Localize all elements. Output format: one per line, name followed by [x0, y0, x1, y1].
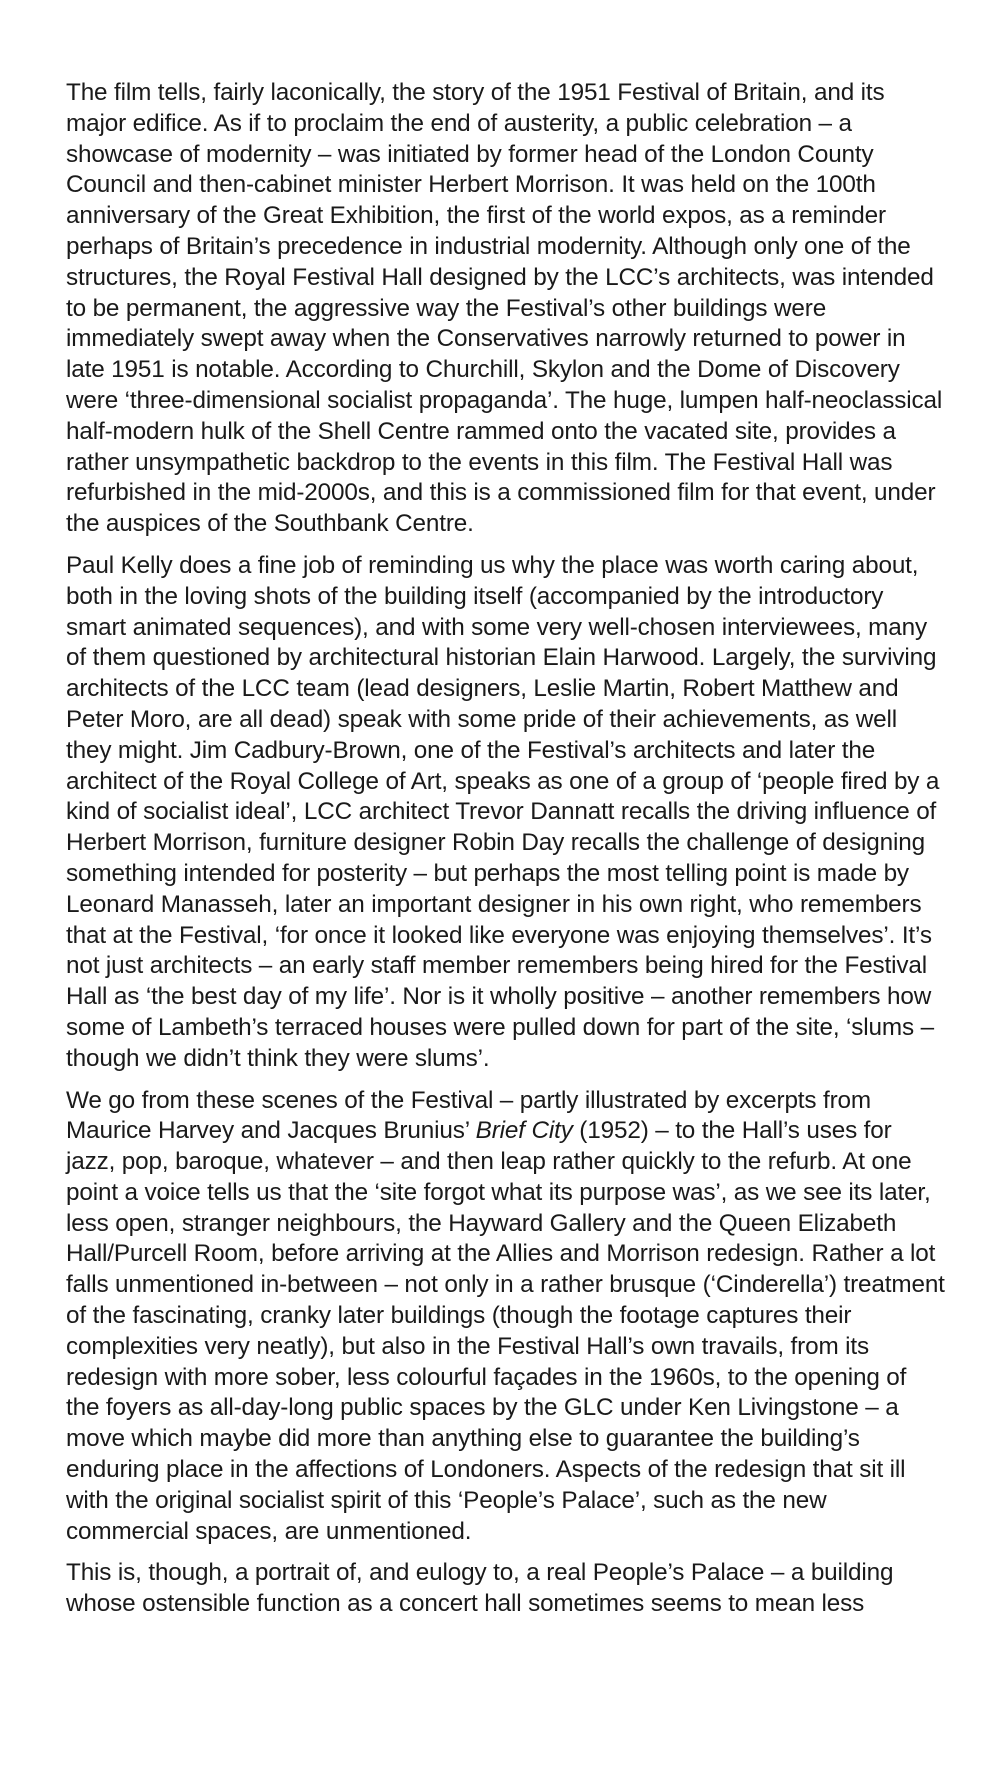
- paragraph-festival-history: The film tells, fairly laconically, the story of the 1951 Festival of Britain, and its major edifice. As if to proclaim the end of austerity, a public celebration – a showcase of modernity – was initiated by former head of the London County Council and then-cabinet minister Herbert Morrison. It was held on the 100th anniversary of the Great Exhibition, the first of the world expos, as a reminder perhaps of Britain’s precedence in industrial modernity. Although only one of the structures, the Royal Festival Hall designed by the LCC’s architects, was intended to be permanent, the aggressive way the Festival’s other buildings were immediately swept away when the Conservatives narrowly returned to power in late 1951 is notable. According to Churchill, Skylon and the Dome of Discovery were ‘three-dimensional socialist propaganda’. The huge, lumpen half-neoclassical half-modern hulk of the Shell Centre rammed onto the vacated site, provides a rather unsympathetic backdrop to the events in this film. The Festival Hall was refurbished in the mid-2000s, and this is a commissioned film for that event, under the auspices of the Southbank Centre.: [66, 79, 943, 538]
- paragraph-later-uses-end: (1952) – to the Hall’s uses for jazz, pop, baroque, whatever – and then leap rather quickly to the refurb. At one point a voice tells us that the ‘site forgot what its purpose was’, as we see its later, less open, stranger neighbours, the Hayward Gallery and the Queen Elizabeth Hall/Purcell Room, before arriving at the Allies and Morrison redesign. Rather a lot falls unmentioned in-between – not only in a rather brusque (‘Cinderella’) treatment of the fascinating, cranky later buildings (though the footage captures their complexities very neatly), but also in the Festival Hall’s own travails, from its redesign with more sober, less colourful façades in the 1960s, to the opening of the foyers as all-day-long public spaces by the GLC under Ken Livingstone – a move which maybe did more than anything else to guarantee the building’s enduring place in the affections of Londoners. Aspects of the redesign that sit ill with the original socialist spirit of this ‘People’s Palace’, such as the new commercial spaces, are unmentioned.: [66, 1117, 945, 1545]
- paragraph-peoples-palace: This is, though, a portrait of, and eulogy to, a real People’s Palace – a building whose ostensible function as a concert hall sometimes seems to mean less: [66, 1559, 894, 1618]
- article-body: [66, 78, 946, 1631]
- film-title-brief-city: Brief City: [475, 1117, 573, 1145]
- paragraph-later-uses-start: We go from these scenes of the Festival – partly illustrated by excerpts from Maurice Harvey and Jacques Brunius’: [66, 1086, 871, 1145]
- paragraph-later-uses: [66, 1086, 946, 1548]
- paragraph-interviewees: Paul Kelly does a fine job of reminding us why the place was worth caring about, both in the loving shots of the building itself (accompanied by the introductory smart animated sequences), and with some very well-chosen interviewees, many of them questioned by architectural historian Elain Harwood. Largely, the surviving architects of the LCC team (lead designers, Leslie Martin, Robert Matthew and Peter Moro, are all dead) speak with some pride of their achievements, as well they might. Jim Cadbury-Brown, one of the Festival’s architects and later the architect of the Royal College of Art, speaks as one of a group of ‘people fired by a kind of socialist ideal’, LCC architect Trevor Dannatt recalls the driving influence of Herbert Morrison, furniture designer Robin Day recalls the challenge of designing something intended for posterity – but perhaps the most telling point is made by Leonard Manasseh, later an important designer in his own right, who remembers that at the Festival, ‘for once it looked like everyone was enjoying themselves’. It’s not just architects – an early staff member remembers being hired for the Festival Hall as ‘the best day of my life’. Nor is it wholly positive – another remembers how some of Lambeth’s terraced houses were pulled down for part of the site, ‘slums – though we didn’t think they were slums’.: [66, 551, 940, 1072]
